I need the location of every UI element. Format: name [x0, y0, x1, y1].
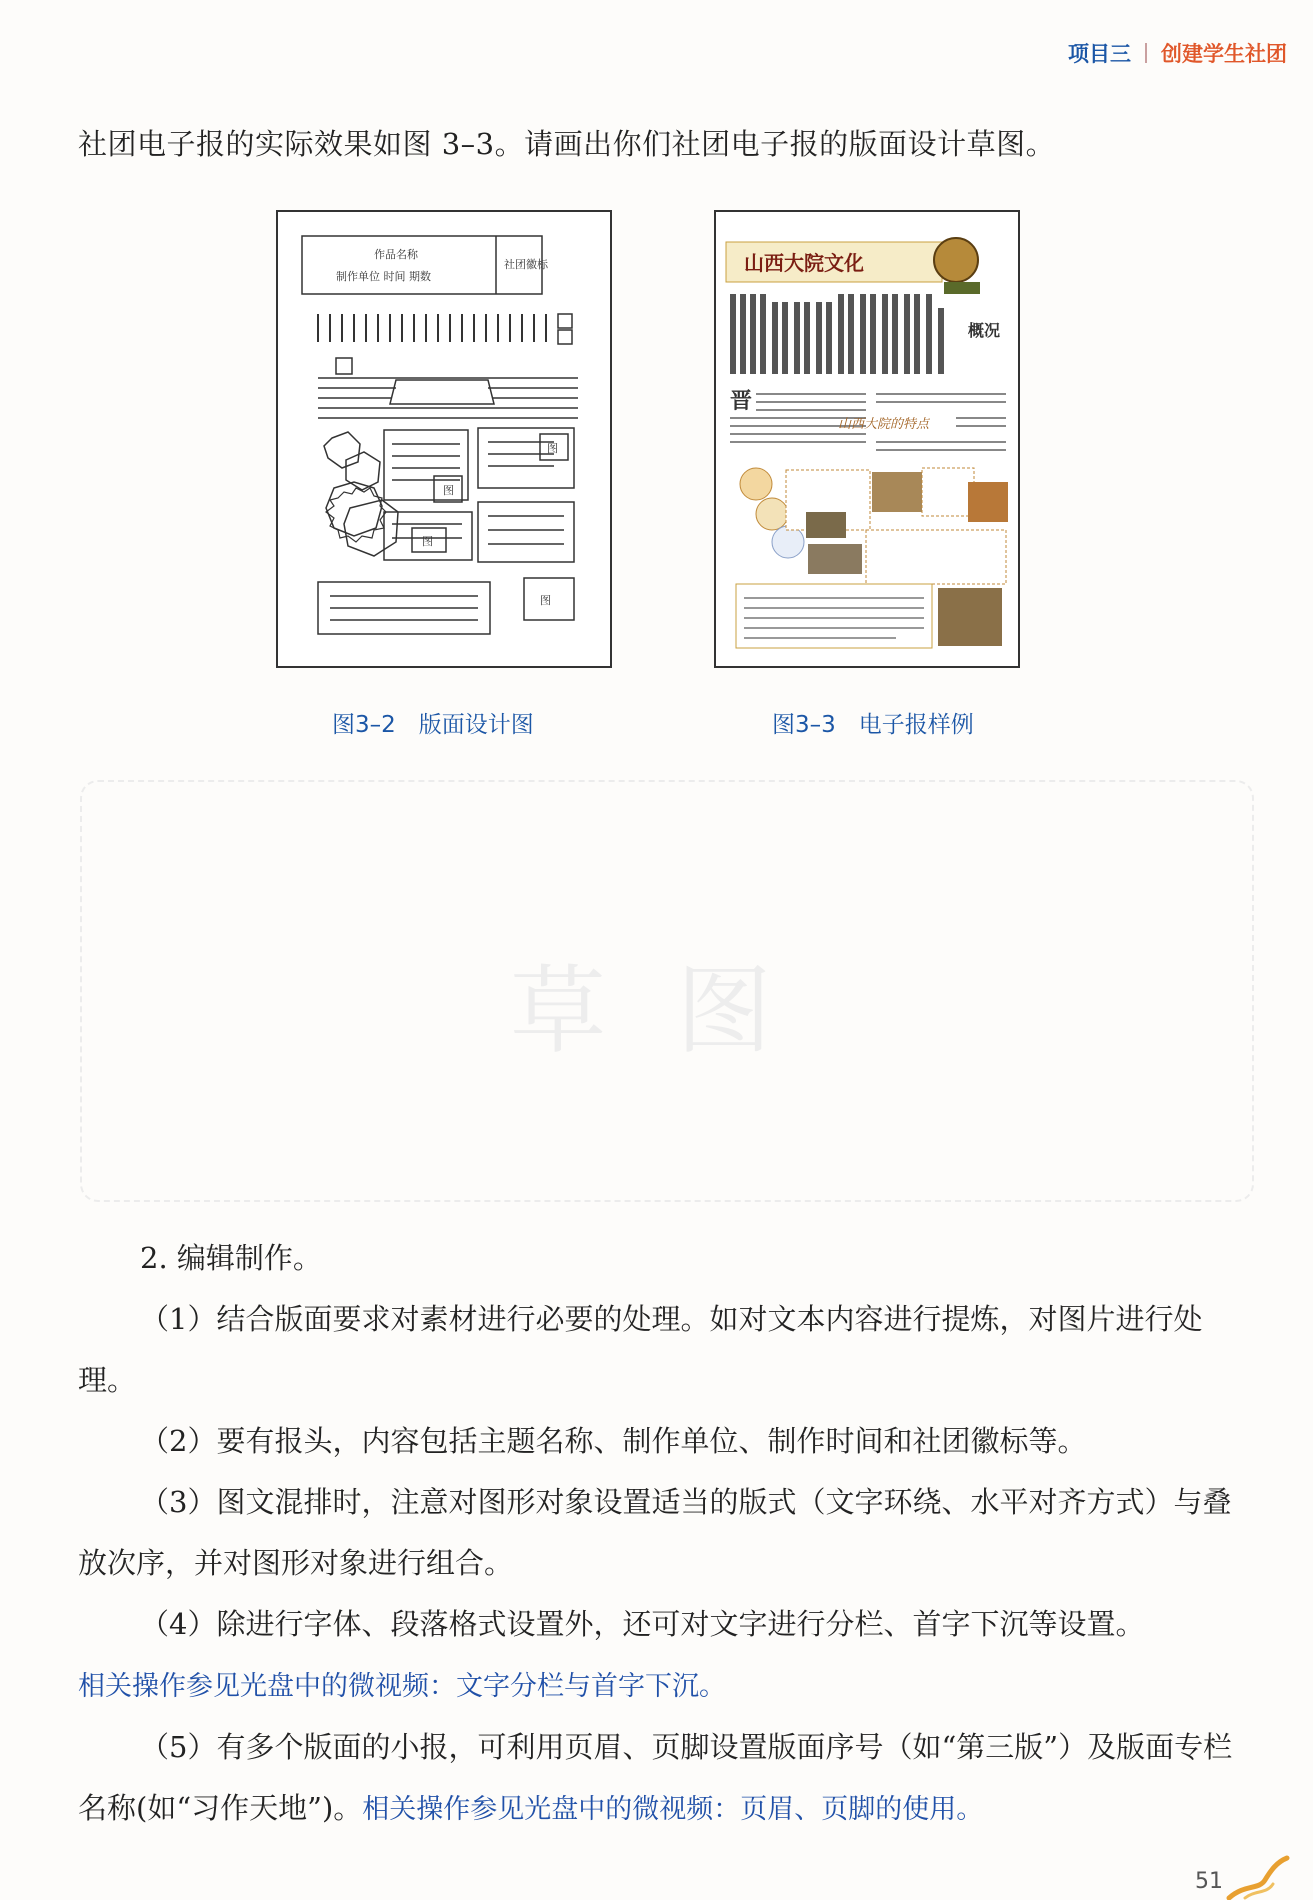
page-header	[1068, 38, 1287, 68]
step-item-2: （2）要有报头，内容包括主题名称、制作单位、制作时间和社团徽标等。	[140, 1424, 1087, 1458]
sketch-placeholder-label: 草图	[510, 955, 842, 1067]
dropcap-character: 晋	[730, 389, 753, 414]
sample-newspaper-drawing	[716, 212, 1018, 666]
newspaper-title: 山西大院文化	[744, 251, 864, 275]
page-number: 51	[1195, 1869, 1223, 1894]
image-placeholder-label: 图	[547, 442, 558, 455]
step-item-4: （4）除进行字体、段落格式设置外，还可对文字进行分栏、首字下沉等设置。	[140, 1607, 1145, 1641]
figure-3-3-caption: 图3–3 电子报样例	[772, 712, 974, 738]
newspaper-subtitle: 山西大院的特点	[838, 417, 930, 432]
step-item-5	[78, 1717, 1253, 1840]
masthead-title-label: 作品名称	[374, 248, 418, 261]
intro-paragraph: 社团电子报的实际效果如图 3–3。请画出你们社团电子报的版面设计草图。	[78, 127, 1056, 161]
layout-design-figure	[276, 210, 612, 668]
header-divider	[1145, 43, 1147, 63]
editing-section	[78, 1228, 1253, 1840]
layout-design-drawing	[278, 212, 610, 666]
masthead-info-label: 制作单位 时间 期数	[336, 270, 431, 283]
emblem-label: 社团徽标	[504, 258, 548, 271]
step-item-1: （1）结合版面要求对素材进行必要的处理。如对文本内容进行提炼，对图片进行处理。	[78, 1302, 1203, 1397]
step-item-5-reference: 相关操作参见光盘中的微视频：页眉、页脚的使用。	[362, 1794, 984, 1825]
step-item-3: （3）图文混排时，注意对图形对象设置适当的版式（文字环绕、水平对齐方式）与叠放次序，并对图形对象进行组合。	[78, 1485, 1232, 1580]
figure-3-2-caption: 图3–2 版面设计图	[332, 712, 534, 738]
sample-newspaper-figure	[714, 210, 1020, 668]
header-title: 创建学生社团	[1161, 42, 1287, 66]
image-placeholder-label: 图	[540, 594, 551, 607]
header-project: 项目三	[1068, 42, 1131, 66]
image-placeholder-label: 图	[443, 484, 454, 497]
overview-heading: 概况	[968, 321, 1001, 340]
page-corner-swoosh-icon	[1225, 1854, 1295, 1900]
step-item-5-text: （5）有多个版面的小报，可利用页眉、页脚设置版面序号（如“第三版”）及版面专栏名称(如“习作天地”)。	[78, 1730, 1233, 1825]
image-placeholder-label: 图	[422, 535, 433, 548]
section-title: 2. 编辑制作。	[140, 1241, 322, 1275]
step-item-4-reference: 相关操作参见光盘中的微视频：文字分栏与首字下沉。	[78, 1671, 726, 1702]
